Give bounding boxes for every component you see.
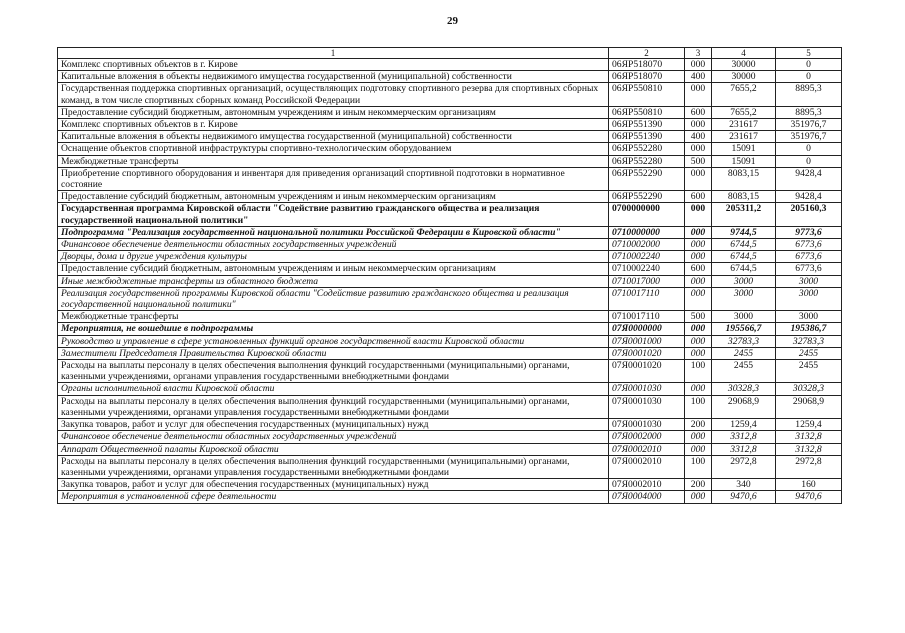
row-value-1: 9470,6 — [712, 491, 776, 503]
table-row — [58, 323, 842, 335]
row-value-1: 15091 — [712, 155, 776, 167]
row-type: 000 — [685, 383, 712, 395]
row-name: Подпрограмма "Реализация государственной национальной политики Российской Федерации в Кировской области" — [58, 226, 609, 238]
row-value-2: 9470,6 — [776, 491, 842, 503]
row-type: 000 — [685, 275, 712, 287]
row-value-2: 6773,6 — [776, 239, 842, 251]
table-row — [58, 119, 842, 131]
row-name: Государственная поддержка спортивных организаций, осуществляющих подготовку спортивного резерва для спортивных сборных команд, в том числе спортивных сборных команд Российской Федерации — [58, 83, 609, 106]
row-code: 0710002240 — [609, 263, 685, 275]
row-name: Аппарат Общественной палаты Кировской области — [58, 443, 609, 455]
table-row — [58, 383, 842, 395]
row-name: Дворцы, дома и другие учреждения культуры — [58, 251, 609, 263]
row-code: 0710002240 — [609, 251, 685, 263]
page-number: 29 — [447, 15, 458, 27]
row-value-1: 7655,2 — [712, 106, 776, 118]
row-name: Предоставление субсидий бюджетным, автономным учреждениям и иным некоммерческим организациям — [58, 191, 609, 203]
row-value-1: 30000 — [712, 59, 776, 71]
row-name: Приобретение спортивного оборудования и инвентаря для приведения организаций спортивной подготовки в нормативное состояние — [58, 167, 609, 190]
table-row — [58, 491, 842, 503]
row-code: 07Я0001020 — [609, 360, 685, 383]
row-value-2: 29068,9 — [776, 395, 842, 418]
row-value-2: 0 — [776, 155, 842, 167]
row-value-2: 8895,3 — [776, 106, 842, 118]
row-name: Мероприятия, не вошедшие в подпрограммы — [58, 323, 609, 335]
row-value-1: 8083,15 — [712, 191, 776, 203]
table-row — [58, 106, 842, 118]
row-value-2: 3132,8 — [776, 443, 842, 455]
table-row — [58, 431, 842, 443]
row-type: 100 — [685, 455, 712, 478]
row-name: Комплекс спортивных объектов в г. Кирове — [58, 119, 609, 131]
row-type: 200 — [685, 479, 712, 491]
row-type: 000 — [685, 323, 712, 335]
row-type: 000 — [685, 347, 712, 359]
row-code: 06ЯР550810 — [609, 106, 685, 118]
row-value-2: 9773,6 — [776, 226, 842, 238]
row-type: 000 — [685, 431, 712, 443]
table-row — [58, 419, 842, 431]
row-value-1: 7655,2 — [712, 83, 776, 106]
budget-table — [57, 47, 842, 504]
table-row — [58, 155, 842, 167]
row-value-1: 6744,5 — [712, 263, 776, 275]
row-value-1: 231617 — [712, 131, 776, 143]
row-code: 06ЯР552290 — [609, 191, 685, 203]
row-name: Реализация государственной программы Кировской области "Содействие развитию гражданского общества и реализация государственной национальной политики" — [58, 287, 609, 310]
table-row — [58, 347, 842, 359]
row-code: 0710000000 — [609, 226, 685, 238]
row-type: 600 — [685, 106, 712, 118]
row-name: Межбюджетные трансферты — [58, 311, 609, 323]
row-name: Межбюджетные трансферты — [58, 155, 609, 167]
row-name: Предоставление субсидий бюджетным, автономным учреждениям и иным некоммерческим организациям — [58, 106, 609, 118]
row-code: 07Я0002000 — [609, 431, 685, 443]
row-value-1: 195566,7 — [712, 323, 776, 335]
table-body — [58, 59, 842, 504]
row-value-1: 30000 — [712, 71, 776, 83]
row-value-2: 2972,8 — [776, 455, 842, 478]
column-header-3: 3 — [685, 48, 712, 59]
row-name: Закупка товаров, работ и услуг для обеспечения государственных (муниципальных) нужд — [58, 419, 609, 431]
row-value-2: 351976,7 — [776, 119, 842, 131]
table-row — [58, 287, 842, 310]
row-value-2: 3000 — [776, 287, 842, 310]
column-header-5: 5 — [776, 48, 842, 59]
row-name: Расходы на выплаты персоналу в целях обеспечения выполнения функций государственными (муниципальными) органами, казенными учреждениями, органами управления государственными внебюджетными фондами — [58, 395, 609, 418]
row-value-1: 2972,8 — [712, 455, 776, 478]
row-value-2: 8895,3 — [776, 83, 842, 106]
row-code: 06ЯР550810 — [609, 83, 685, 106]
row-type: 500 — [685, 311, 712, 323]
row-type: 500 — [685, 155, 712, 167]
table-row — [58, 167, 842, 190]
row-type: 000 — [685, 239, 712, 251]
row-type: 000 — [685, 59, 712, 71]
row-value-2: 2455 — [776, 360, 842, 383]
row-type: 100 — [685, 360, 712, 383]
row-type: 000 — [685, 167, 712, 190]
row-value-1: 340 — [712, 479, 776, 491]
row-type: 000 — [685, 143, 712, 155]
row-type: 000 — [685, 443, 712, 455]
row-code: 07Я0004000 — [609, 491, 685, 503]
row-name: Предоставление субсидий бюджетным, автономным учреждениям и иным некоммерческим организациям — [58, 263, 609, 275]
row-type: 000 — [685, 335, 712, 347]
row-value-2: 9428,4 — [776, 167, 842, 190]
row-type: 400 — [685, 71, 712, 83]
row-code: 0710017110 — [609, 311, 685, 323]
row-value-2: 160 — [776, 479, 842, 491]
row-code: 06ЯР552290 — [609, 167, 685, 190]
row-type: 000 — [685, 203, 712, 226]
table-header-row — [58, 48, 842, 59]
table-row — [58, 251, 842, 263]
column-header-2: 2 — [609, 48, 685, 59]
row-code: 07Я0000000 — [609, 323, 685, 335]
row-value-1: 9744,5 — [712, 226, 776, 238]
row-code: 06ЯР552280 — [609, 155, 685, 167]
row-value-2: 0 — [776, 71, 842, 83]
row-value-1: 205311,2 — [712, 203, 776, 226]
table-row — [58, 263, 842, 275]
row-value-2: 3132,8 — [776, 431, 842, 443]
row-value-1: 15091 — [712, 143, 776, 155]
table-row — [58, 275, 842, 287]
row-value-2: 0 — [776, 143, 842, 155]
row-value-1: 6744,5 — [712, 251, 776, 263]
row-code: 06ЯР552280 — [609, 143, 685, 155]
row-code: 06ЯР551390 — [609, 119, 685, 131]
row-type: 000 — [685, 251, 712, 263]
row-name: Капитальные вложения в объекты недвижимого имущества государственной (муниципальной) собственности — [58, 131, 609, 143]
row-value-2: 205160,3 — [776, 203, 842, 226]
row-value-1: 231617 — [712, 119, 776, 131]
table-row — [58, 395, 842, 418]
row-value-1: 2455 — [712, 347, 776, 359]
row-name: Руководство и управление в сфере установленных функций органов государственной власти Кировской области — [58, 335, 609, 347]
row-name: Финансовое обеспечение деятельности областных государственных учреждений — [58, 431, 609, 443]
row-value-1: 1259,4 — [712, 419, 776, 431]
table-row — [58, 203, 842, 226]
table-row — [58, 131, 842, 143]
row-code: 0710017000 — [609, 275, 685, 287]
row-code: 07Я0002010 — [609, 455, 685, 478]
row-name: Иные межбюджетные трансферты из областного бюджета — [58, 275, 609, 287]
row-value-1: 3000 — [712, 287, 776, 310]
row-value-1: 3000 — [712, 311, 776, 323]
row-name: Заместители Председателя Правительства Кировской области — [58, 347, 609, 359]
row-type: 400 — [685, 131, 712, 143]
table-row — [58, 479, 842, 491]
row-code: 0710002000 — [609, 239, 685, 251]
row-code: 07Я0001030 — [609, 383, 685, 395]
row-name: Оснащение объектов спортивной инфраструктуры спортивно-технологическим оборудованием — [58, 143, 609, 155]
row-value-1: 2455 — [712, 360, 776, 383]
row-value-1: 3312,8 — [712, 431, 776, 443]
row-value-2: 6773,6 — [776, 251, 842, 263]
row-name: Государственная программа Кировской области "Содействие развитию гражданского общества и реализация государственной национальной политики" — [58, 203, 609, 226]
row-value-2: 3000 — [776, 275, 842, 287]
table-row — [58, 226, 842, 238]
row-value-2: 1259,4 — [776, 419, 842, 431]
row-value-1: 29068,9 — [712, 395, 776, 418]
row-code: 07Я0001000 — [609, 335, 685, 347]
table-row — [58, 71, 842, 83]
row-code: 07Я0001030 — [609, 395, 685, 418]
row-code: 06ЯР518070 — [609, 59, 685, 71]
table-row — [58, 83, 842, 106]
table-row — [58, 239, 842, 251]
row-value-2: 2455 — [776, 347, 842, 359]
row-type: 000 — [685, 119, 712, 131]
row-code: 06ЯР518070 — [609, 71, 685, 83]
row-name: Расходы на выплаты персоналу в целях обеспечения выполнения функций государственными (муниципальными) органами, казенными учреждениями, органами управления государственными внебюджетными фондами — [58, 360, 609, 383]
row-name: Органы исполнительной власти Кировской области — [58, 383, 609, 395]
row-value-2: 30328,3 — [776, 383, 842, 395]
table-row — [58, 443, 842, 455]
row-code: 0700000000 — [609, 203, 685, 226]
row-code: 07Я0001030 — [609, 419, 685, 431]
table-row — [58, 311, 842, 323]
table-row — [58, 143, 842, 155]
row-type: 600 — [685, 263, 712, 275]
row-value-1: 3312,8 — [712, 443, 776, 455]
row-name: Капитальные вложения в объекты недвижимого имущества государственной (муниципальной) собственности — [58, 71, 609, 83]
row-value-2: 351976,7 — [776, 131, 842, 143]
row-code: 07Я0002010 — [609, 479, 685, 491]
row-value-2: 32783,3 — [776, 335, 842, 347]
row-value-1: 6744,5 — [712, 239, 776, 251]
row-type: 100 — [685, 395, 712, 418]
table-row — [58, 455, 842, 478]
row-type: 000 — [685, 287, 712, 310]
row-code: 0710017110 — [609, 287, 685, 310]
column-header-4: 4 — [712, 48, 776, 59]
row-type: 000 — [685, 83, 712, 106]
row-code: 07Я0002010 — [609, 443, 685, 455]
row-value-1: 32783,3 — [712, 335, 776, 347]
row-value-2: 6773,6 — [776, 263, 842, 275]
row-type: 600 — [685, 191, 712, 203]
row-value-1: 8083,15 — [712, 167, 776, 190]
row-value-2: 3000 — [776, 311, 842, 323]
row-value-2: 195386,7 — [776, 323, 842, 335]
row-value-1: 30328,3 — [712, 383, 776, 395]
row-type: 000 — [685, 226, 712, 238]
row-name: Расходы на выплаты персоналу в целях обеспечения выполнения функций государственными (муниципальными) органами, казенными учреждениями, органами управления государственными внебюджетными фондами — [58, 455, 609, 478]
column-header-1: 1 — [58, 48, 609, 59]
table-row — [58, 191, 842, 203]
row-code: 07Я0001020 — [609, 347, 685, 359]
row-name: Мероприятия в установленной сфере деятельности — [58, 491, 609, 503]
row-type: 200 — [685, 419, 712, 431]
row-value-2: 0 — [776, 59, 842, 71]
table-row — [58, 360, 842, 383]
row-value-1: 3000 — [712, 275, 776, 287]
row-code: 06ЯР551390 — [609, 131, 685, 143]
row-value-2: 9428,4 — [776, 191, 842, 203]
row-name: Закупка товаров, работ и услуг для обеспечения государственных (муниципальных) нужд — [58, 479, 609, 491]
row-name: Комплекс спортивных объектов в г. Кирове — [58, 59, 609, 71]
table-row — [58, 59, 842, 71]
table-row — [58, 335, 842, 347]
row-type: 000 — [685, 491, 712, 503]
row-name: Финансовое обеспечение деятельности областных государственных учреждений — [58, 239, 609, 251]
